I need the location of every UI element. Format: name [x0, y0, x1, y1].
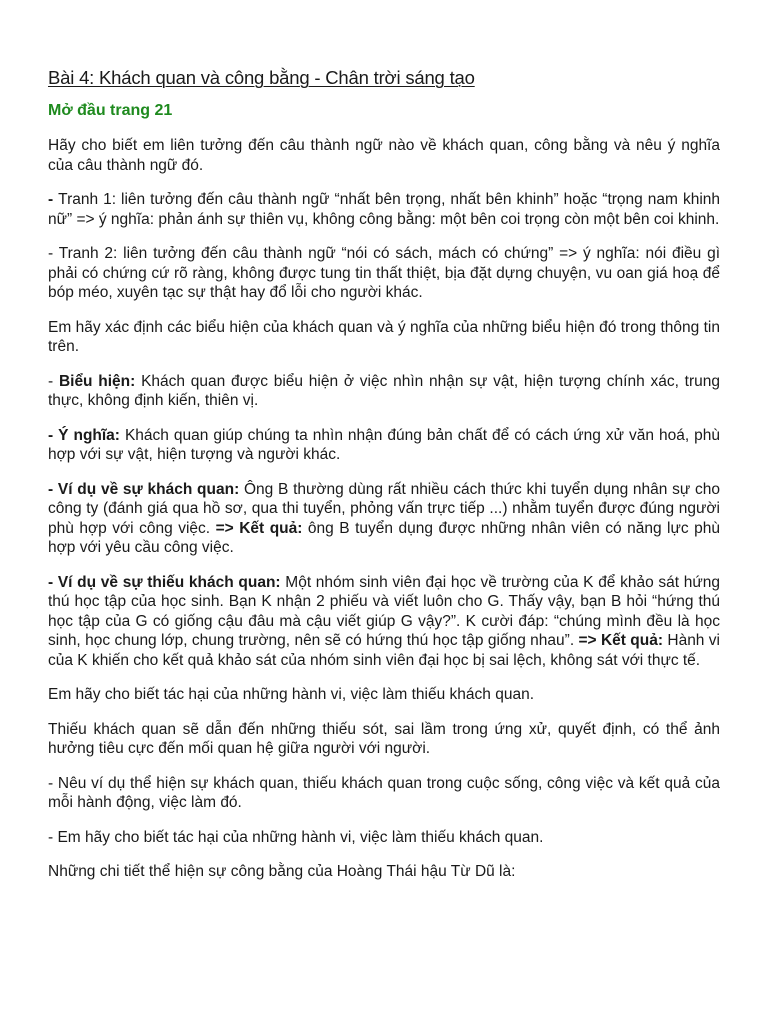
label-vi-du-thieu-khach-quan: - Ví dụ về sự thiếu khách quan: [48, 573, 281, 591]
paragraph-text: Ông B thường dùng rất nhiều cách thức khi tuyển dụng nhân sự cho công ty (đánh giá qua hồ sơ, qua thi tuyển, phỏng vấn trực tiếp ...) nhằm tuyển được đúng người phù hợp với công việc. [48, 480, 720, 537]
bullet-dash: - [48, 191, 59, 208]
label-y-nghia: - Ý nghĩa: [48, 426, 120, 444]
paragraph-answer-3: Thiếu khách quan sẽ dẫn đến những thiếu sót, sai lầm trong ứng xử, quyết định, có thể ảnh hưởng tiêu cực đến mối quan hệ giữa người với người. [48, 720, 720, 757]
paragraph-bieu-hien [48, 372, 720, 411]
paragraph-text: Một nhóm sinh viên đại học về trường của K để khảo sát hứng thú học tập của học sinh. Bạn K nhận 2 phiếu và viết luôn cho G. Thấy vậy, bạn B hỏi “hứng thú học tập của G có giống cậu đâu mà cậu viết giúp G vậy?”. K cười đáp: “chúng mình đều là học sinh, học chung lớp, chung trường, nên sẽ có hứng thú học tập giống nhau”. [48, 573, 720, 649]
paragraph-tranh-2: - Tranh 2: liên tưởng đến câu thành ngữ “nói có sách, mách có chứng” => ý nghĩa: nói điều gì phải có chứng cứ rõ ràng, không được tung tin thất thiệt, bịa đặt dựng chuyện, vu oan giá hoạ để bóp méo, xuyên tạc sự thật hay đổ lỗi cho người khác. [48, 245, 720, 301]
paragraph-text: Tranh 1: liên tưởng đến câu thành ngữ “nhất bên trọng, nhất bên khinh” hoặc “trọng nam khinh nữ” => ý nghĩa: phản ánh sự thiên vụ, không công bằng: một bên coi trọng còn một bên coi khinh. [48, 191, 720, 228]
paragraph-text: ông B tuyển dụng được những nhân viên có năng lực phù hợp với yêu cầu công việc. [48, 519, 720, 556]
paragraph-question-1: Hãy cho biết em liên tưởng đến câu thành ngữ nào về khách quan, công bằng và nêu ý nghĩa của câu thành ngữ đó. [48, 137, 720, 174]
paragraph-question-3: Em hãy cho biết tác hại của những hành vi, việc làm thiếu khách quan. [48, 686, 535, 703]
paragraph-vi-du-thieu-khach-quan [48, 573, 720, 671]
paragraph-text: Khách quan được biểu hiện ở việc nhìn nhận sự vật, hiện tượng chính xác, trung thực, không định kiến, thiên vị. [48, 372, 721, 409]
label-bieu-hien: Biểu hiện: [58, 372, 136, 390]
label-ket-qua: => Kết quả: [578, 632, 664, 649]
paragraph-question-5: - Em hãy cho biết tác hại của những hành vi, việc làm thiếu khách quan. [48, 828, 544, 846]
paragraph-question-6: Những chi tiết thể hiện sự công bằng của Hoàng Thái hậu Từ Dũ là: [48, 863, 516, 880]
page-title: Bài 4: Khách quan và công bằng - Chân trời sáng tạo [48, 67, 475, 88]
section-heading: Mở đầu trang 21 [48, 102, 173, 119]
paragraph-text: Khách quan giúp chúng ta nhìn nhận đúng bản chất để có cách ứng xử văn hoá, phù hợp với sự vật, hiện tượng và người khác. [48, 426, 721, 463]
paragraph-vi-du-khach-quan [48, 480, 720, 558]
paragraph-tranh-1 [48, 190, 720, 229]
label-vi-du-khach-quan: - Ví dụ về sự khách quan: [48, 480, 240, 498]
paragraph-question-2: Em hãy xác định các biểu hiện của khách quan và ý nghĩa của những biểu hiện đó trong thông tin trên. [48, 318, 720, 355]
paragraph-text: Hành vi của K khiến cho kết quả khảo sát của nhóm sinh viên đại học bị sai lệch, không sát với thực tế. [48, 632, 720, 669]
label-ket-qua: => Kết quả: [215, 519, 303, 537]
paragraph-question-4: - Nêu ví dụ thể hiện sự khách quan, thiếu khách quan trong cuộc sống, công việc và kết quả của mỗi hành động, việc làm đó. [48, 774, 720, 811]
bullet-dash: - [48, 372, 59, 390]
paragraph-y-nghia [48, 426, 720, 465]
